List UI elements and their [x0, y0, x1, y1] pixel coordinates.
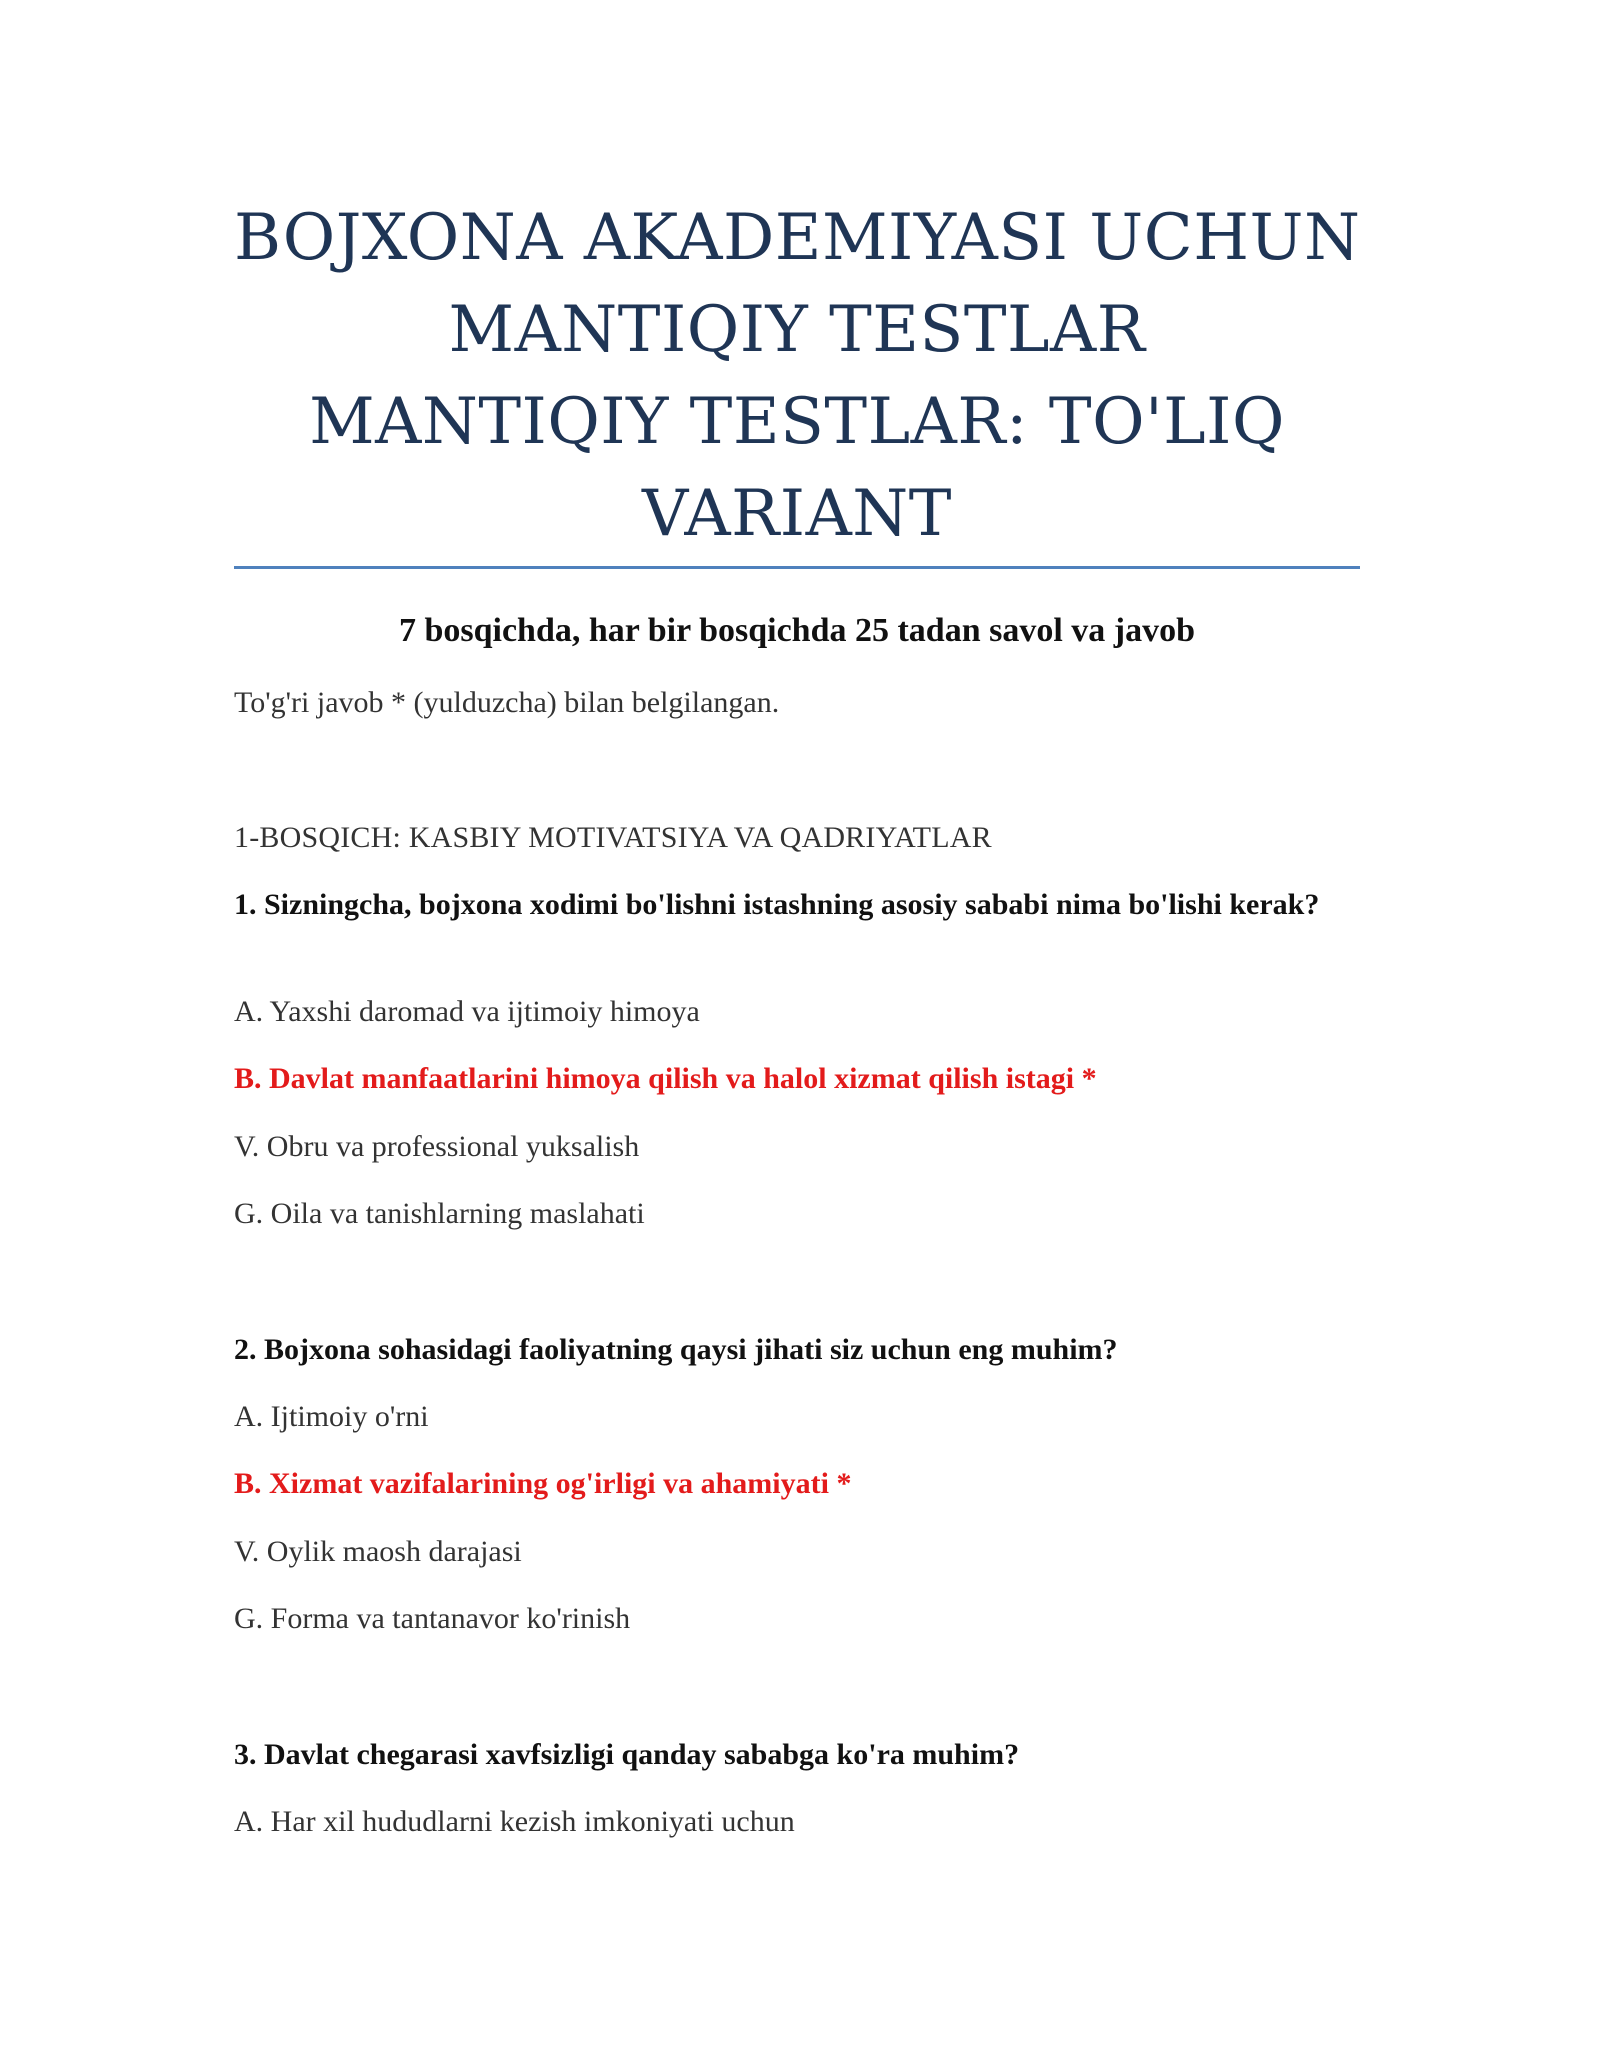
- title-line: MANTIQIY TESTLAR: [448, 293, 1146, 367]
- title-line: MANTIQIY TESTLAR: TO'LIQ: [309, 385, 1285, 459]
- title-line: VARIANT: [642, 477, 952, 551]
- answer-key-note: To'g'ri javob * (yulduzcha) bilan belgilangan.: [234, 686, 780, 719]
- question-1-option-v: V. Obru va professional yuksalish: [234, 1130, 640, 1163]
- question-3: 3. Davlat chegarasi xavfsizligi qanday sababga ko'ra muhim?: [234, 1738, 1020, 1771]
- question-1: 1. Sizningcha, bojxona xodimi bo'lishni istashning asosiy sababi nima bo'lishi kerak?: [234, 888, 1320, 921]
- question-1-option-b-correct: B. Davlat manfaatlarini himoya qilish va halol xizmat qilish istagi *: [234, 1062, 1097, 1095]
- question-2-option-v: V. Oylik maosh darajasi: [234, 1535, 522, 1568]
- question-2-option-b-correct: B. Xizmat vazifalarining og'irligi va ahamiyati *: [234, 1467, 852, 1500]
- question-1-option-a: A. Yaxshi daromad va ijtimoiy himoya: [234, 995, 700, 1028]
- question-2: 2. Bojxona sohasidagi faoliyatning qaysi jihati siz uchun eng muhim?: [234, 1333, 1118, 1366]
- title-line: BOJXONA AKADEMIYASI UCHUN: [234, 201, 1361, 275]
- document-subtitle: 7 bosqichda, har bir bosqichda 25 tadan savol va javob: [398, 612, 1196, 649]
- title-divider: [234, 566, 1360, 569]
- section-heading: 1-BOSQICH: KASBIY MOTIVATSIYA VA QADRIYATLAR: [234, 821, 992, 854]
- question-3-option-a: A. Har xil hududlarni kezish imkoniyati uchun: [234, 1805, 795, 1838]
- question-2-option-a: A. Ijtimoiy o'rni: [234, 1400, 429, 1433]
- question-2-option-g: G. Forma va tantanavor ko'rinish: [234, 1602, 631, 1635]
- question-1-option-g: G. Oila va tanishlarning maslahati: [234, 1197, 645, 1230]
- document-title: [234, 192, 1360, 560]
